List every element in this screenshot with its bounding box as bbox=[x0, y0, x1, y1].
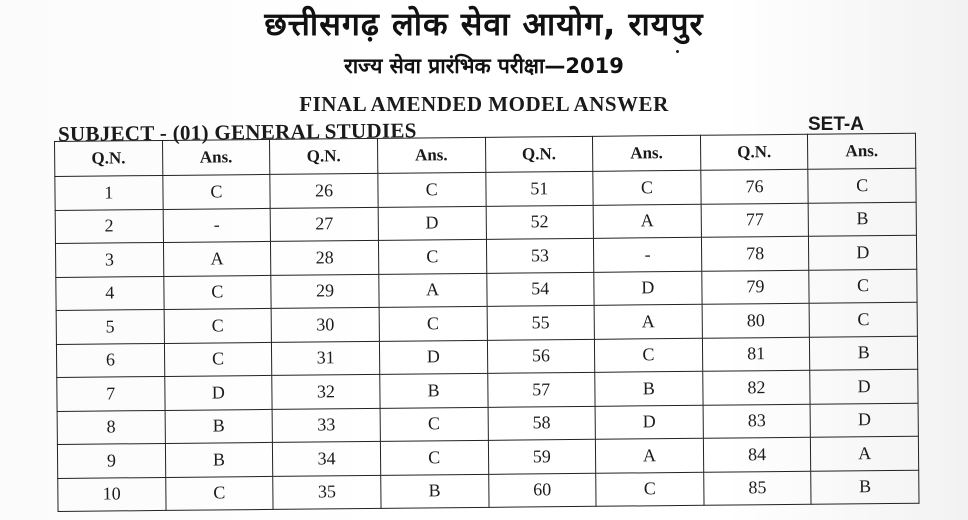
organization-title: छत्तीसगढ़ लोक सेवा आयोग, रायपुर bbox=[264, 5, 704, 43]
question-number-cell: 76 bbox=[701, 169, 809, 204]
answer-cell: A bbox=[379, 273, 487, 308]
answer-cell: C bbox=[595, 338, 703, 373]
table-row bbox=[58, 470, 919, 512]
question-number-cell: 52 bbox=[486, 205, 594, 240]
question-number-cell: 77 bbox=[701, 203, 809, 238]
answer-table-container bbox=[54, 133, 922, 512]
answer-cell: A bbox=[811, 436, 919, 471]
question-number-cell: 79 bbox=[702, 270, 810, 305]
answer-cell: C bbox=[164, 342, 272, 377]
ink-dot bbox=[676, 50, 679, 53]
question-number-cell: 80 bbox=[702, 303, 810, 338]
question-number-cell: 78 bbox=[701, 236, 809, 271]
answer-cell: D bbox=[594, 271, 702, 306]
answer-cell: C bbox=[378, 172, 486, 207]
answer-cell: C bbox=[378, 239, 486, 274]
column-header-answer: Ans. bbox=[377, 137, 485, 173]
question-number-cell: 28 bbox=[271, 240, 379, 275]
exam-title: राज्य सेवा प्रारंभिक परीक्षा—2019 bbox=[344, 54, 624, 78]
question-number-cell: 1 bbox=[55, 175, 163, 210]
question-number-cell: 59 bbox=[488, 439, 596, 474]
answer-cell: D bbox=[595, 405, 703, 440]
question-number-cell: 5 bbox=[56, 309, 164, 344]
column-header-answer: Ans. bbox=[593, 135, 701, 171]
answer-cell: B bbox=[165, 442, 273, 477]
question-number-cell: 30 bbox=[271, 307, 379, 342]
answer-cell: D bbox=[810, 403, 918, 438]
answer-cell: D bbox=[810, 369, 918, 404]
question-number-cell: 9 bbox=[57, 443, 165, 478]
question-number-cell: 56 bbox=[487, 339, 595, 374]
question-number-cell: 55 bbox=[487, 305, 595, 340]
question-number-cell: 33 bbox=[272, 408, 380, 443]
question-number-cell: 3 bbox=[55, 242, 163, 277]
column-header-answer: Ans. bbox=[808, 133, 916, 169]
question-number-cell: 32 bbox=[272, 374, 380, 409]
set-label: SET-A bbox=[808, 114, 864, 135]
question-number-cell: 84 bbox=[703, 437, 811, 472]
answer-cell: C bbox=[809, 302, 917, 337]
question-number-cell: 82 bbox=[702, 370, 810, 405]
question-number-cell: 83 bbox=[703, 404, 811, 439]
answer-cell: B bbox=[811, 470, 919, 505]
question-number-cell: 10 bbox=[58, 477, 166, 512]
answer-cell: C bbox=[808, 168, 916, 203]
answer-cell: B bbox=[595, 371, 703, 406]
answer-cell: C bbox=[809, 269, 917, 304]
column-header-question-number: Q.N. bbox=[55, 140, 163, 176]
question-number-cell: 27 bbox=[270, 207, 378, 242]
answer-cell: - bbox=[163, 208, 271, 243]
answer-table bbox=[54, 133, 920, 512]
question-number-cell: 34 bbox=[273, 441, 381, 476]
answer-cell: C bbox=[163, 275, 271, 310]
answer-cell: C bbox=[162, 174, 270, 209]
answer-cell: D bbox=[379, 340, 487, 375]
answer-cell: B bbox=[380, 373, 488, 408]
question-number-cell: 4 bbox=[56, 276, 164, 311]
document-title: FINAL AMENDED MODEL ANSWER bbox=[299, 92, 669, 116]
answer-cell: C bbox=[165, 476, 273, 511]
column-header-answer: Ans. bbox=[162, 139, 270, 175]
question-number-cell: 54 bbox=[486, 272, 594, 307]
answer-cell: C bbox=[380, 440, 488, 475]
answer-cell: D bbox=[809, 235, 917, 270]
question-number-cell: 6 bbox=[56, 343, 164, 378]
subject-heading: SUBJECT - (01) GENERAL STUDIES bbox=[57, 118, 417, 146]
answer-cell: C bbox=[596, 472, 704, 507]
answer-cell: D bbox=[378, 206, 486, 241]
answer-cell: A bbox=[594, 304, 702, 339]
answer-cell: A bbox=[593, 204, 701, 239]
question-number-cell: 2 bbox=[55, 209, 163, 244]
question-number-cell: 53 bbox=[486, 238, 594, 273]
answer-cell: B bbox=[810, 336, 918, 371]
question-number-cell: 35 bbox=[273, 475, 381, 510]
answer-cell: D bbox=[164, 375, 272, 410]
question-number-cell: 60 bbox=[488, 473, 596, 508]
answer-cell: C bbox=[164, 308, 272, 343]
answer-cell: A bbox=[596, 438, 704, 473]
question-number-cell: 57 bbox=[487, 372, 595, 407]
table-body bbox=[55, 168, 919, 511]
question-number-cell: 7 bbox=[57, 376, 165, 411]
question-number-cell: 81 bbox=[702, 337, 810, 372]
answer-cell: B bbox=[165, 409, 273, 444]
question-number-cell: 26 bbox=[270, 173, 378, 208]
answer-cell: B bbox=[381, 474, 489, 509]
column-header-question-number: Q.N. bbox=[485, 136, 593, 172]
question-number-cell: 85 bbox=[703, 471, 811, 506]
answer-cell: C bbox=[380, 407, 488, 442]
answer-cell: C bbox=[379, 306, 487, 341]
question-number-cell: 8 bbox=[57, 410, 165, 445]
answer-cell: A bbox=[163, 241, 271, 276]
answer-cell: B bbox=[809, 202, 917, 237]
answer-cell: - bbox=[594, 237, 702, 272]
question-number-cell: 58 bbox=[488, 406, 596, 441]
question-number-cell: 31 bbox=[272, 341, 380, 376]
question-number-cell: 51 bbox=[485, 171, 593, 206]
question-number-cell: 29 bbox=[271, 274, 379, 309]
column-header-question-number: Q.N. bbox=[270, 138, 378, 174]
answer-cell: C bbox=[593, 170, 701, 205]
column-header-question-number: Q.N. bbox=[700, 134, 808, 170]
